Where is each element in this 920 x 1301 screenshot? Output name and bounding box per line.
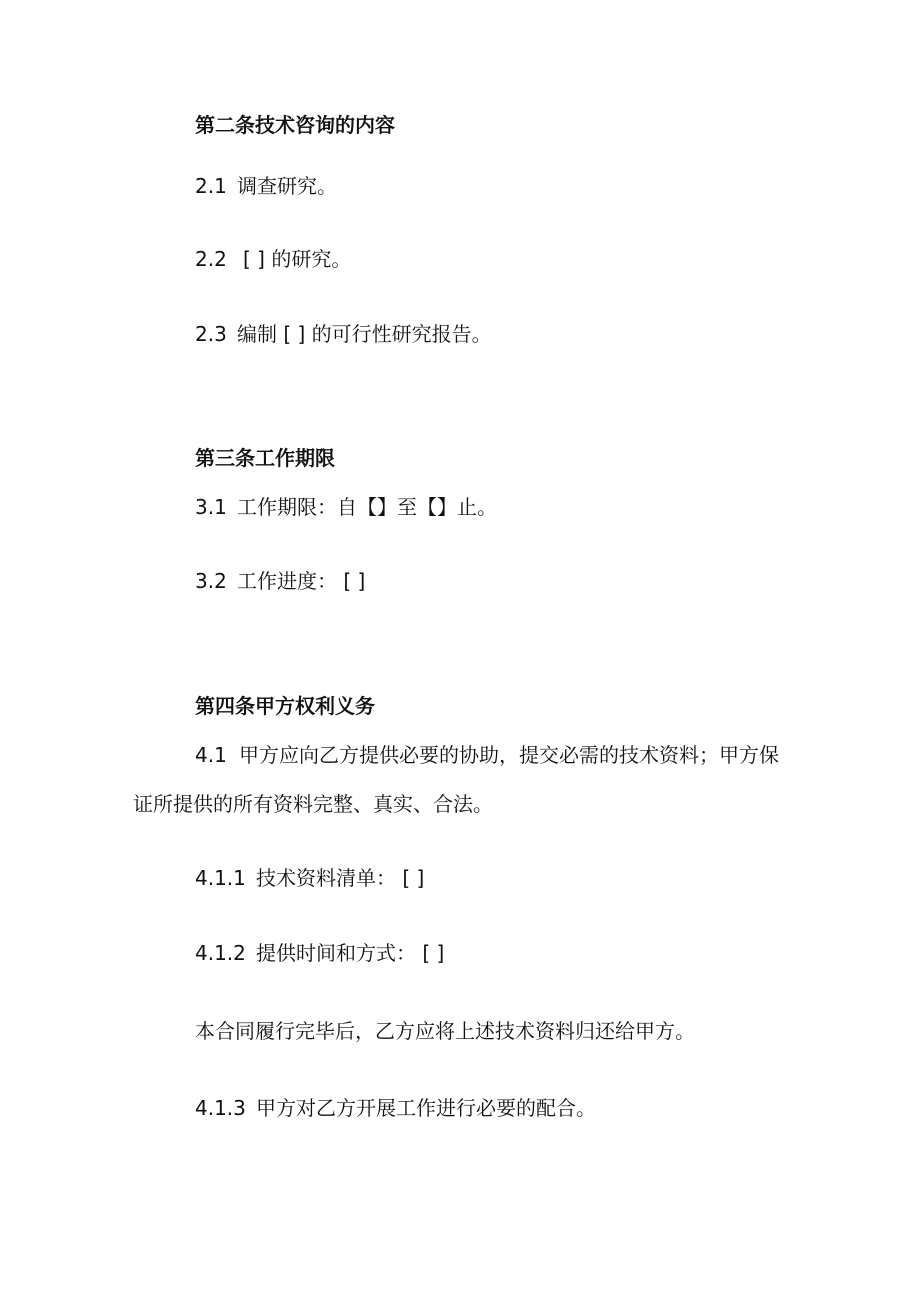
clause-2-2 bbox=[195, 245, 351, 273]
section-2-heading: 第二条技术咨询的内容 bbox=[195, 113, 395, 137]
clause-4-1-line-2: 证所提供的所有资料完整、真实、合法。 bbox=[133, 792, 493, 816]
clause-3-1 bbox=[195, 493, 497, 521]
clause-number: 2.3 bbox=[195, 322, 227, 346]
clause-text: 编制 [ ] 的可行性研究报告。 bbox=[237, 322, 492, 346]
clause-number: 4.1.2 bbox=[195, 941, 246, 965]
clause-number: 4.1 bbox=[195, 743, 227, 767]
section-3-heading: 第三条工作期限 bbox=[195, 446, 335, 470]
section-4-heading: 第四条甲方权利义务 bbox=[195, 694, 375, 718]
clause-4-1-1 bbox=[195, 864, 424, 892]
clause-number: 4.1.1 bbox=[195, 866, 246, 890]
clause-text: 技术资料清单： [ ] bbox=[256, 866, 425, 890]
clause-number: 3.2 bbox=[195, 569, 227, 593]
clause-2-3 bbox=[195, 320, 492, 348]
clause-4-1-line-1 bbox=[195, 741, 779, 769]
clause-text: 甲方应向乙方提供必要的协助，提交必需的技术资料；甲方保 bbox=[239, 743, 779, 767]
clause-text: 工作期限：自【】至【】止。 bbox=[237, 495, 497, 519]
clause-text: [ ] 的研究。 bbox=[243, 247, 352, 271]
clause-text: 调查研究。 bbox=[237, 174, 337, 198]
clause-3-2 bbox=[195, 567, 365, 595]
clause-number: 3.1 bbox=[195, 495, 227, 519]
clause-4-1-3 bbox=[195, 1094, 596, 1122]
clause-text: 甲方对乙方开展工作进行必要的配合。 bbox=[256, 1096, 596, 1120]
clause-2-1 bbox=[195, 172, 337, 200]
return-note: 本合同履行完毕后，乙方应将上述技术资料归还给甲方。 bbox=[195, 1019, 695, 1043]
clause-text: 提供时间和方式： [ ] bbox=[256, 941, 445, 965]
clause-number: 4.1.3 bbox=[195, 1096, 246, 1120]
clause-text: 工作进度： [ ] bbox=[237, 569, 366, 593]
clause-number: 2.2 bbox=[195, 247, 227, 271]
clause-number: 2.1 bbox=[195, 174, 227, 198]
clause-4-1-2 bbox=[195, 939, 444, 967]
